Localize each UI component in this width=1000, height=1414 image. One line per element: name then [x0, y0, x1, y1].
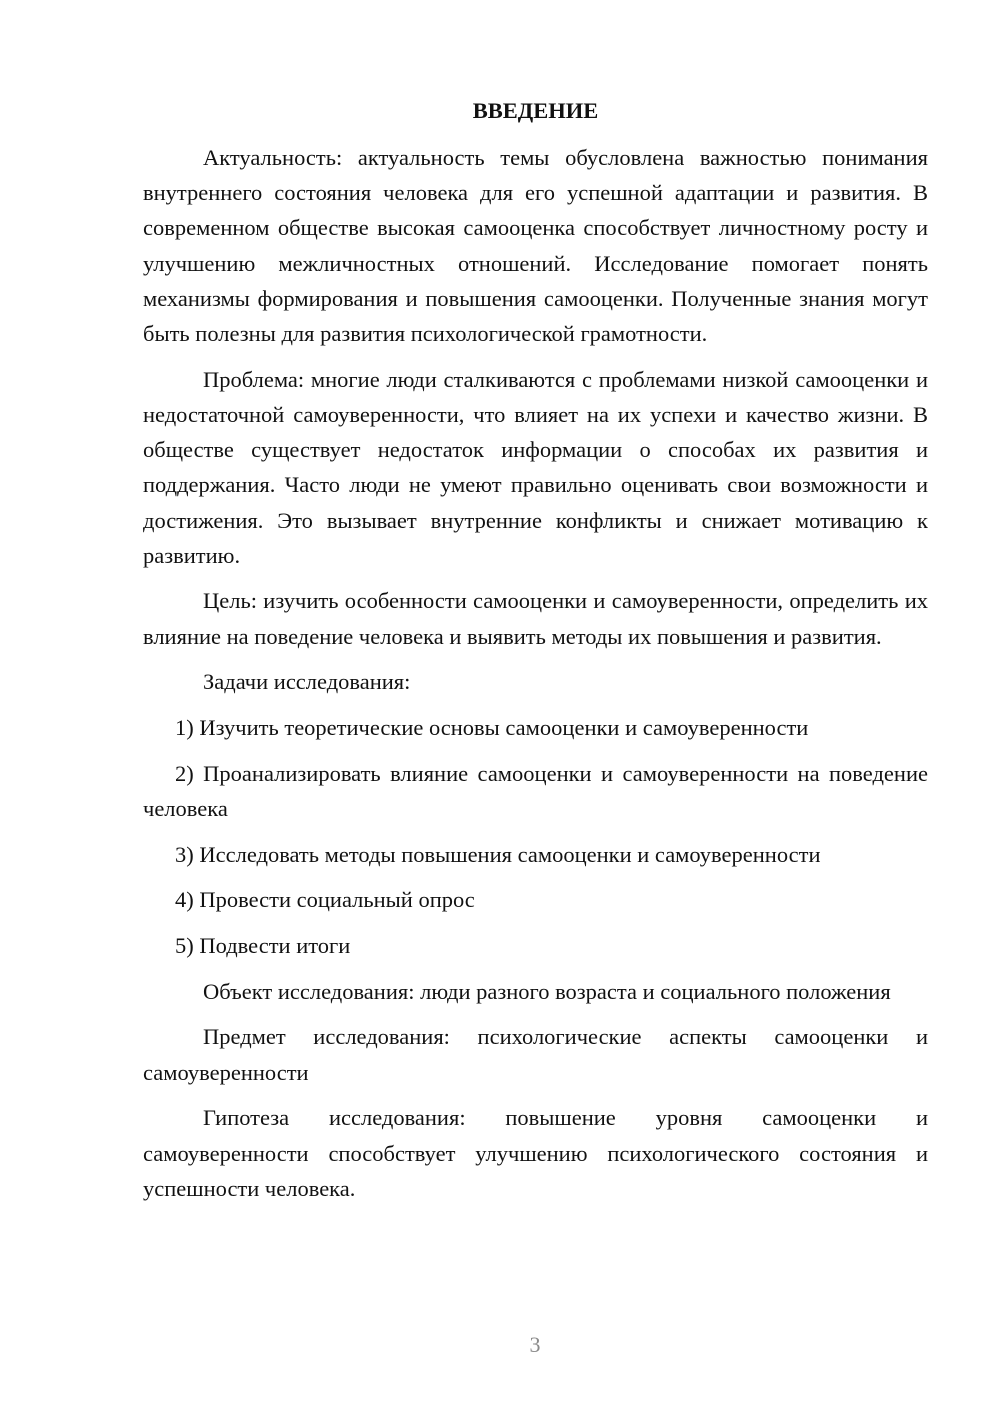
paragraph-problem: Проблема: многие люди сталкиваются с проблемами низкой самооценки и недостаточной самоуверенности, что влияет на их успехи и качество жизни. В обществе существует недостаток информации о способах их развития и поддержания. Часто люди не умеют правильно оценивать свои возможности и достижения. Это вызывает внутренние конфликты и снижает мотивацию к развитию.	[143, 366, 928, 568]
document-body	[143, 93, 928, 1216]
task-item-3: 3) Исследовать методы повышения самооценки и самоуверенности	[175, 841, 821, 867]
section-title: ВВЕДЕНИЕ	[472, 98, 599, 123]
page-number: 3	[529, 1332, 541, 1357]
paragraph-subject: Предмет исследования: психологические аспекты самооценки и самоуверенности	[143, 1024, 928, 1085]
paragraph-relevance: Актуальность: актуальность темы обусловлена важностью понимания внутреннего состояния человека для его успешной адаптации и развития. В современном обществе высокая самооценка способствует личностному росту и улучшению межличностных отношений. Исследование помогает понять механизмы формирования и повышения самооценки. Полученные знания могут быть полезны для развития психологической грамотности.	[143, 145, 928, 347]
task-item-5: 5) Подвести итоги	[175, 933, 351, 959]
paragraph-goal: Цель: изучить особенности самооценки и самоуверенности, определить их влияние на поведение человека и выявить методы их повышения и развития.	[143, 588, 928, 649]
task-item-1: 1) Изучить теоретические основы самооценки и самоуверенности	[175, 715, 809, 741]
paragraph-hypothesis: Гипотеза исследования: повышение уровня самооценки и самоуверенности способствует улучшению психологического состояния и успешности человека.	[143, 1105, 928, 1201]
task-item-4: 4) Провести социальный опрос	[175, 887, 475, 913]
paragraph-object: Объект исследования: люди разного возраста и социального положения	[203, 978, 891, 1004]
tasks-heading: Задачи исследования:	[203, 669, 411, 695]
task-item-2: 2) Проанализировать влияние самооценки и самоуверенности на поведение человека	[143, 760, 928, 821]
